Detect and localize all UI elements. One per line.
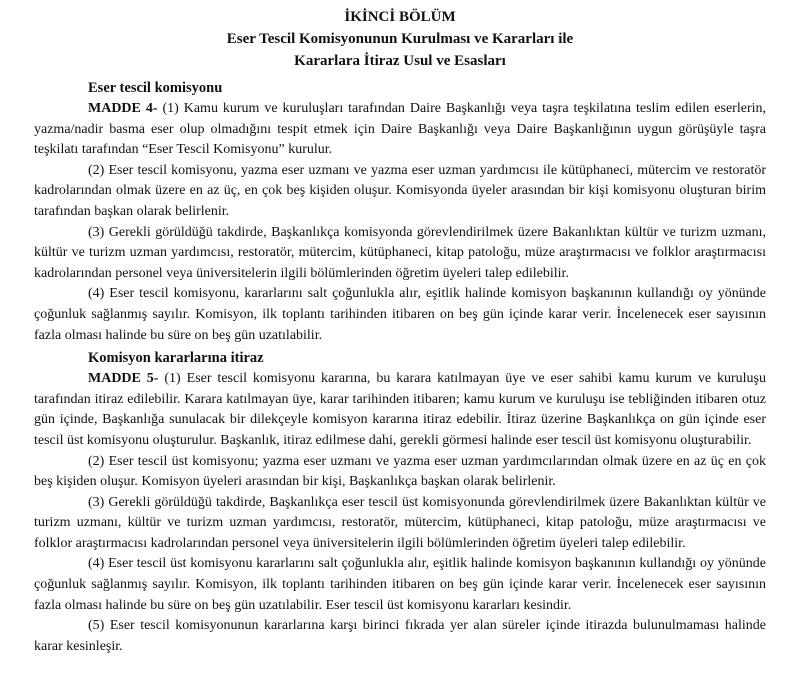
article-4-paragraph-4: (4) Eser tescil komisyonu, kararlarını salt çoğunlukla alır, eşitlik halinde komisyon başkanının kullandığı oy yönünde çoğunluk sağlanmış sayılır. Komisyon, ilk toplantı tarihinden itibaren on beş gün içinde karar verir. İncelenecek eser sayısının fazla olması halinde bu süre on beş gün uzatılabilir. — [34, 286, 766, 343]
article-5-paragraph-3: (3) Gerekli görüldüğü takdirde, Başkanlıkça eser tescil üst komisyonunda görevlendirilmek üzere Bakanlıktan kültür ve turizm uzmanı, kültür ve turizm uzman yardımcısı, restoratör, mütercim, kütüphaneci, kitap patoloğu, müze araştırmacısı ve folklor araştırmacısı kadrolarından personel veya üniversitelerin ilgili bölümlerinden öğretim üyeleri talep edilebilir. — [34, 494, 766, 551]
article-4-paragraph-2: (2) Eser tescil komisyonu, yazma eser uzmanı ve yazma eser uzman yardımcısı ile kütüphaneci, mütercim ve restoratör kadrolarından olmak üzere en az üç, en çok beş kişiden oluşur. Komisyonda üyeler arasından bir kişi komisyonu oluşturan birim tarafından başkan olarak belirlenir. — [34, 162, 766, 219]
chapter-title: İKİNCİ BÖLÜM — [344, 9, 456, 25]
article-5-paragraph-2: (2) Eser tescil üst komisyonu; yazma eser uzmanı ve yazma eser uzman yardımcılarından olmak üzere en az üç en çok beş kişiden oluşur. Komisyon üyeleri arasından bir kişi, Başkanlıkça başkan olarak belirlenir. — [34, 453, 766, 490]
chapter-subtitle-line2: Kararlara İtiraz Usul ve Esasları — [294, 53, 506, 69]
article-4-paragraph-1 — [34, 99, 766, 161]
article-5-paragraph-5: (5) Eser tescil komisyonunun kararlarına karşı birinci fıkrada yer alan süreler içinde itirazda bulunulmaması halinde karar kesinleşir. — [34, 618, 766, 654]
article-5-paragraph-4: (4) Eser tescil üst komisyonu kararlarını salt çoğunlukla alır, eşitlik halinde komisyon başkanının kullandığı oy yönünde çoğunluk sağlanmış sayılır. Komisyon, ilk toplantı tarihinden itibaren on beş gün içinde karar verir. İncelenecek eser sayısının fazla olması halinde bu süre on beş gün uzatılabilir. Eser tescil üst komisyonu kararları kesindir. — [34, 556, 766, 613]
article-4-p1-text: (1) Kamu kurum ve kuruluşları tarafından Daire Başkanlığı veya taşra teşkilatına teslim edilen eserlerin, yazma/nadir basma eser olup olmadığını tespit etmek için Daire Başkanlığı veya Daire Başkanlığının uygun görüşüyle taşra teşkilatı tarafından “Eser Tescil Komisyonu” kurulur. — [34, 101, 766, 158]
article-5-p1-text: (1) Eser tescil komisyonu kararına, bu karara katılmayan üye ve eser sahibi kamu kurum ve kuruluşu tarafından itiraz edilebilir. Karara katılmayan üye, karar tarihinden itibaren; kamu kurum ve kuruluşu ise tebliğinden itibaren otuz gün içinde, Başkanlığa sunulacak bir dilekçeyle komisyon kararına itiraz edebilir. İtiraz üzerine Başkanlıkça on gün içinde eser tescil üst komisyonu oluşturulur. Başkanlık, itiraz edilmese dahi, gerekli görmesi halinde eser tescil üst komisyonu oluşturabilir. — [34, 371, 766, 448]
section-heading-eser-tescil-komisyonu: Eser tescil komisyonu — [88, 80, 223, 96]
section-heading-komisyon-kararlarina-itiraz: Komisyon kararlarına itiraz — [88, 350, 264, 367]
article-4-paragraph-3: (3) Gerekli görüldüğü takdirde, Başkanlıkça komisyonda görevlendirilmek üzere Bakanlıktan kültür ve turizm uzmanı, kültür ve turizm uzman yardımcısı, restoratör, mütercim, kütüphaneci, kitap patoloğu, müze araştırmacısı ve folklor araştırmacısı kadrolarından personel veya üniversitelerin ilgili bölümlerinden öğretim üyeleri talep edilebilir. — [34, 224, 766, 281]
chapter-subtitle-line1: Eser Tescil Komisyonunun Kurulması ve Kararları ile — [226, 31, 574, 47]
article-4-label: MADDE 4- — [88, 101, 158, 116]
article-5-label: MADDE 5- — [88, 371, 159, 387]
article-5-paragraph-1 — [34, 369, 766, 451]
